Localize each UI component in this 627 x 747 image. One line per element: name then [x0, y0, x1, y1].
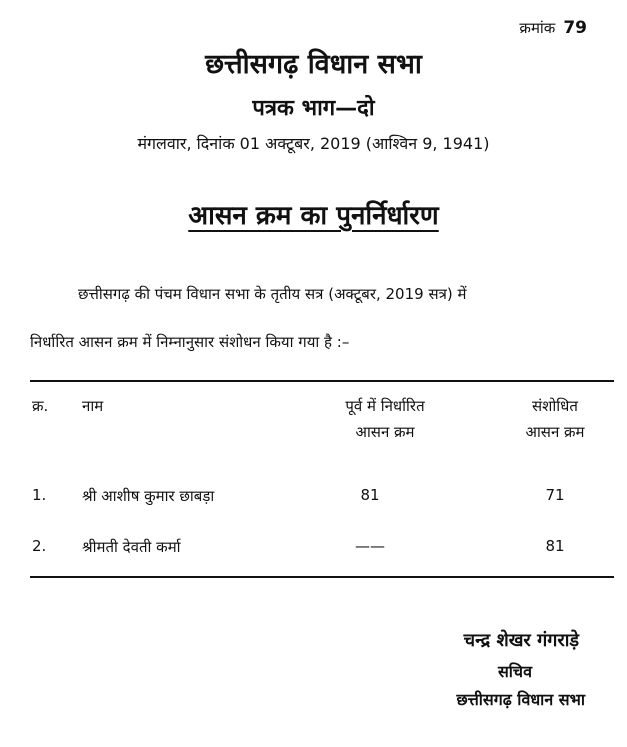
signatory-name: चन्द्र शेखर गंगराड़े — [463, 630, 579, 651]
row-serial: 1. — [32, 486, 47, 504]
row-serial: 2. — [32, 537, 47, 555]
section-heading-text: आसन क्रम का पुनर्निर्धारण — [188, 201, 439, 231]
row-name: श्री आशीष कुमार छाबड़ा — [82, 487, 215, 505]
row-name: श्रीमती देवती कर्मा — [82, 538, 181, 556]
section-heading — [0, 196, 627, 232]
body-paragraph-line-2: निर्धारित आसन क्रम में निम्नानुसार संशोधन किया गया है :– — [30, 333, 350, 351]
document-subtitle: पत्रक भाग—दो — [252, 96, 375, 121]
header-previous-line-1: पूर्व में निर्धारित — [345, 397, 425, 415]
header-revised-line-1: संशोधित — [532, 397, 578, 415]
date-line: मंगलवार, दिनांक 01 अक्टूबर, 2019 (आश्विन 9, 1941) — [137, 134, 490, 153]
serial-number — [519, 18, 587, 38]
row-revised: 81 — [545, 537, 565, 555]
header-previous-line-2: आसन क्रम — [355, 423, 415, 441]
table-top-rule — [30, 380, 614, 382]
header-serial: क्र. — [32, 397, 49, 415]
table-bottom-rule — [30, 576, 614, 578]
row-revised: 71 — [545, 486, 565, 504]
signatory-designation: सचिव — [497, 662, 532, 681]
serial-value: 79 — [563, 18, 587, 38]
row-previous: 81 — [360, 486, 380, 504]
serial-label: क्रमांक — [519, 19, 556, 37]
header-revised-line-2: आसन क्रम — [525, 423, 585, 441]
body-paragraph-line-1: छत्तीसगढ़ की पंचम विधान सभा के तृतीय सत्र (अक्टूबर, 2019 सत्र) में — [78, 285, 467, 303]
signatory-organization: छत्तीसगढ़ विधान सभा — [456, 690, 585, 709]
document-title: छत्तीसगढ़ विधान सभा — [205, 49, 422, 80]
row-previous: —— — [355, 537, 385, 555]
header-name: नाम — [82, 397, 104, 415]
